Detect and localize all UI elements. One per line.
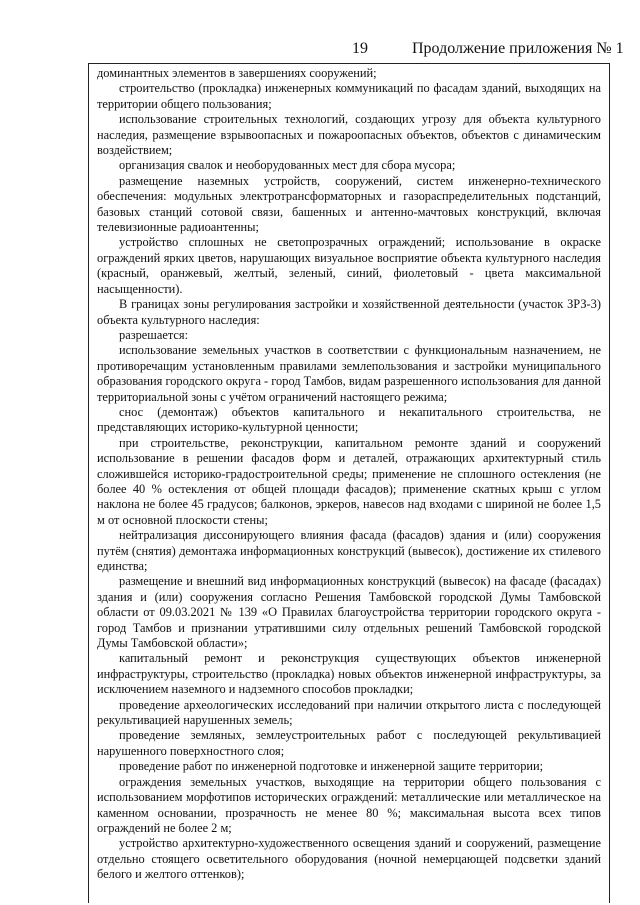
paragraph: использование земельных участков в соответствии с функциональным назначением, не противоречащим установленным правилами землепользования и застройки муниципального образования городского округа - город Тамбов, видам разрешенного использования для данной территориальной зоны с учётом ограничений настоящего режима; — [97, 343, 601, 404]
paragraph: проведение земляных, землеустроительных работ с последующей рекультивацией нарушенного поверхностного слоя; — [97, 728, 601, 758]
document-body — [97, 66, 601, 883]
paragraph: устройство сплошных не светопрозрачных ограждений; использование в окраске ограждений ярких цветов, нарушающих визуальное восприятие объекта культурного наследия (красный, оранжевый, желтый, зеленый, синий, фиолетовый - цвета максимальной насыщенности). — [97, 235, 601, 296]
paragraph: ограждения земельных участков, выходящие на территории общего пользования с использованием морфотипов исторических ограждений: металлические или металлическое на каменном основании, прозрачность не менее 80 %; максимальная высота всех типов ограждений не более 2 м; — [97, 774, 601, 835]
paragraph: нейтрализация диссонирующего влияния фасада (фасадов) здания и (или) сооружения путём (снятия) демонтажа информационных конструкций (вывесок), достижение их стилевого единства; — [97, 528, 601, 573]
paragraph: проведение работ по инженерной подготовке и инженерной защите территории; — [119, 759, 544, 774]
paragraph: организация свалок и необорудованных мест для сбора мусора; — [119, 158, 456, 173]
paragraph: снос (демонтаж) объектов капитального и некапитального строительства, не представляющих историко-культурной ценности; — [97, 404, 601, 435]
paragraph: устройство архитектурно-художественного освещения зданий и сооружений, размещение отдельно стоящего осветительного оборудования (ночной немерцающей подсветки зданий белого и желтого оттенков); — [97, 836, 601, 882]
paragraph: разрешается: — [119, 327, 189, 342]
paragraph: В границах зоны регулирования застройки и хозяйственной деятельности (участок ЗРЗ-3) объекта культурного наследия: — [97, 297, 601, 327]
paragraph: использование строительных технологий, создающих угрозу для объекта культурного наследия, размещение взрывоопасных и пожароопасных объектов, объектов с динамическим воздействием; — [97, 112, 601, 158]
appendix-label: Продолжение приложения № 1 — [412, 40, 624, 57]
page-number: 19 — [352, 40, 368, 57]
paragraph: при строительстве, реконструкции, капитальном ремонте зданий и сооружений использование в решении фасадов форм и деталей, отражающих архитектурный стиль сложившейся историко-градостроительной среды; применение не сплошного остекления (не более 40 % остекления от общей площади фасадов); применение скатных крыш с углом наклона не более 45 градусов; балконов, эркеров, навесов над входами с шириной не более 1,5 м от основной плоскости стены; — [97, 435, 601, 527]
paragraph: доминантных элементов в завершениях сооружений; — [97, 66, 377, 80]
paragraph: проведение археологических исследований при наличии открытого листа с последующей рекультивацией нарушенных земель; — [97, 697, 601, 728]
paragraph: строительство (прокладка) инженерных коммуникаций по фасадам зданий, выходящих на территории общего пользования; — [97, 81, 601, 111]
paragraph: капитальный ремонт и реконструкция существующих объектов инженерной инфраструктуры, строительство (прокладка) новых объектов инженерной инфраструктуры, за исключением наземного и надземного способов прокладки; — [97, 651, 601, 697]
paragraph: размещение и внешний вид информационных конструкций (вывесок) на фасаде (фасадах) здания и (или) сооружения согласно Решения Тамбовской городской Думы Тамбовской области от 09.03.2021 № 139 «О Правилах благоустройства территории городского округа - город Тамбов и признании утратившими силу отдельных решений Тамбовской городской Думы Тамбовской области»; — [97, 574, 601, 651]
paragraph: размещение наземных устройств, сооружений, систем инженерно-технического обеспечения: модульных электротрансформаторных и газораспределительных подстанций, базовых станций сотовой связи, башенных и антенно-мачтовых конструкций, включая телевизионные радиоантенны; — [97, 173, 601, 235]
